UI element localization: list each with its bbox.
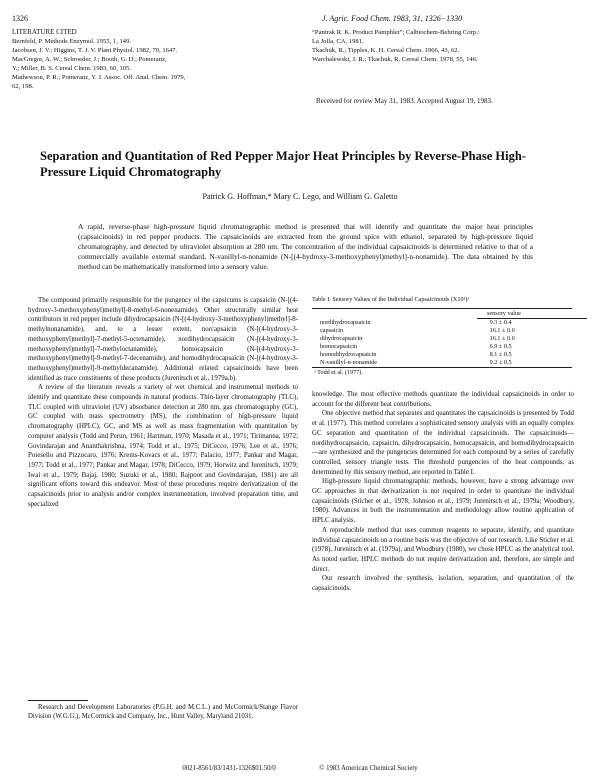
affiliation-footnote: Research and Development Laboratories (P.G.H. and M.C.L.) and McCormick/Stange Flavor Division (W.G.G.), McCormick and Company, Inc., Hunt Valley, Maryland 21031. xyxy=(28,704,298,720)
page-number: 1326 xyxy=(12,14,28,23)
reference: Jacobsen, J. V.; Higgins, T. J. V. Plant Physiol. 1982, 70, 1647. xyxy=(12,47,178,54)
table-body xyxy=(312,319,572,367)
reference: Warchalewski, J. R.; Tkachuk, R. Cereal Chem. 1978, 55, 146. xyxy=(312,56,478,63)
table-row xyxy=(312,335,572,343)
table-cell: 16.1 ± 0.6 xyxy=(489,327,515,334)
body-right-column xyxy=(312,390,574,594)
table-cell: 8.1 ± 0.5 xyxy=(489,351,512,358)
table-cell: 6.9 ± 0.5 xyxy=(489,343,512,350)
footer-copyright: © 1983 American Chemical Society xyxy=(319,765,418,772)
article-abstract: A rapid, reverse-phase high-pressure liquid chromatographic method is presented that will identify and quantitate the major heat principles (capsaicinoids) in red pepper products. The capsaicinoids are extracted from the ground spice with ethanol, separated by high-pressure liquid chromatography, and detected by ultraviolet absorption at 280 nm. The concentration of the individual capsaicinoids is determined relative to that of a commercially available external standard, N-vanillyl-n-nonamide (N-[(4-hydroxy-3-methoxyphenyl)methyl]-n-nonamide). The data obtained by this method can be mathematically transformed into a sensory value. xyxy=(78,222,533,271)
literature-cited-right xyxy=(312,28,592,64)
paragraph: One objective method that separates and quantitates the capsaicinoids is presented by Todd et al. (1977). This method correlates a sophisticated sensory analysis with an equally complex GC separation and quantitation of the individual capsaicinoids. The capsaicinoids—nordihydrocapsaicin, capsaicin, dihydrocapsaicin, homocapsaicin, and homodihydrocapsaicin—are synthesized and the pungencies determined for each compound by a series of carefully controlled, sensory triangle tests. The threshold pungencies of the heat compounds, as determined by this sensory method, are reported in Table I. xyxy=(312,410,574,476)
table-cell: 9.2 ± 0.5 xyxy=(489,359,512,366)
table-column-header: sensory value xyxy=(487,310,521,317)
paragraph: Our research involved the synthesis, isolation, separation, and quantitation of the capsaicinoids. xyxy=(312,575,574,593)
paragraph: knowledge. The most effective methods quantitate the individual capsaicinoids in order to account for the different heat contributions. xyxy=(312,391,574,408)
table-row xyxy=(312,351,572,359)
literature-cited-left xyxy=(12,28,302,91)
article-title: Separation and Quantitation of Red Pepper Major Heat Principles by Reverse-Phase High-Pressure Liquid Chromatography xyxy=(40,149,526,179)
table-row xyxy=(312,319,572,327)
received-date: Received for review May 31, 1983. Accepted August 19, 1983. xyxy=(316,97,493,105)
page-footer xyxy=(0,765,600,772)
footnote-rule xyxy=(28,700,88,701)
reference: Bernfeld, P. Methods Enzymol. 1955, 1, 149. xyxy=(12,38,132,45)
journal-citation: J. Agric. Food Chem. 1983, 31, 1326−1330 xyxy=(322,14,463,23)
paragraph: A reproducible method that uses common reagents to separate, identify, and quantitate individual capsaicinoids on a routine basis was the objective of our research. Like Sticher et al. (1978), Jurenitsch et al. (1979a), and Woodbury (1980), we chose HPLC as the analytical tool. As noted earlier, HPLC methods do not require derivatization and, therefore, are simple and direct. xyxy=(312,526,574,573)
table-row xyxy=(312,327,572,335)
table-cell: nordihydrocapsaicin xyxy=(320,319,371,326)
table-cell: 16.1 ± 0.6 xyxy=(489,335,515,342)
paragraph: The compound primarily responsible for the pungency of the capsicums is capsaicin (N-[(4-hydroxy-3-methoxyphenyl)methyl]-8-methyl-6-nonenamide). Other structurally similar heat contributors in red pepper include dihydrocapsaicin (N-[(4-hydroxy-3-methoxyphenyl)methyl]-8-methylnonanamide), and, to a lesser extent, norcapsaicin (N-[(4-hydroxy-3-methoxyphenyl)methyl]-7-methyl-5-octenamide), nordihydrocapsaicin (N-[(4-hydroxy-3-methoxyphenyl)methyl]-7-methyloctanamide), homocapsaicin (N-[(4-hydroxy-3-methoxyphenyl)methyl]-9-methyl-7-decenamide), and homodihydrocapsaicin (N-[(4-hydroxy-3-methoxyphenyl)methyl]-9-methyldecanamide). Additional related capsaicinoids have been identified as trace constituents of these products (Jurenitsch et al., 1979a,b). xyxy=(28,297,298,382)
table-row xyxy=(312,359,572,367)
table-cell: dihydrocapsaicin xyxy=(320,335,363,342)
reference: Tkachuk, R.; Tipples, K. H. Cereal Chem. 1966, 43, 62. xyxy=(312,47,460,54)
table-footnote: ᵃ Todd et al. (1977). xyxy=(314,369,363,376)
table-row xyxy=(312,343,572,351)
reference: MacGregor, A. W.; Schroeder, J.; Booth, G. D.; Pomeranz, xyxy=(12,56,167,63)
table-cell: capsaicin xyxy=(320,327,344,334)
body-left-column xyxy=(28,296,298,509)
paragraph: A review of the literature reveals a variety of wet chemical and instrumental methods to identify and quantitate these compounds in natural products. Thin-layer chromatography (TLC), TLC coupled with ultraviolet (UV) absorbance detection at 280 nm, gas chromatography (GC), GC coupled with mass spectrometry (MS), the combination of high-pressure liquid chromatography (HPLC), GC, and MS as well as mass fragmentation with quantitation by computer analysis (Todd and Perun, 1961; Hartman, 1970; Masada et al., 1971; Tirimanna, 1972; Govindarajan and Ananthakrishna, 1974; Todd et al., 1975; DiCecco, 1976; Lee et al., 1976; Poiesello and Pizzocaro, 1976; Krems-Kovacs et al., 1977; Palacio, 1977; Pankar and Magar, 1977; Todd et al., 1977; Pankar and Magar, 1978; DiCecco, 1979; Horwitz and Jurenitsch, 1979; Iwai et al., 1979; Bajaj, 1980; Suzuki et al., 1980; Rajpoot and Govindarajan, 1981) are all significant efforts toward this endeavor. Most of these procedures require derivatization of the capsaicinoids prior to analysis and/or complex instrumentation, involved preparation time, and specialized xyxy=(28,384,298,508)
table-title: Table I. Sensory Values of the Individual Capsaicinoids (X10³)ᵃ xyxy=(312,296,470,303)
reference: Y.; Miller, B. S. Cereal Chem. 1983, 60, 105. xyxy=(12,65,132,72)
table-cell: homodihydrocapsaicin xyxy=(320,351,377,358)
reference: Mathewson, P. R.; Pomeranz, Y. J. Assoc. Off. Anal. Chem. 1979, xyxy=(12,74,186,81)
table-cell: homocapsaicin xyxy=(320,343,358,350)
table-cell: N-vanillyl-n-nonamide xyxy=(320,359,378,366)
reference: La Jolla, CA, 1981. xyxy=(312,38,364,45)
table-1 xyxy=(312,296,572,377)
reference: “Pantrak R. K. Product Pamphlet”; Calbiochem-Behring Corp.: xyxy=(312,29,480,36)
article-authors: Patrick G. Hoffman,* Mary C. Lego, and William G. Galetto xyxy=(202,192,398,201)
reference: 62, 198. xyxy=(12,83,34,90)
footer-code: 0021-8561/83/1431-1326$01.50/0 xyxy=(182,765,276,772)
table-cell: 9.3 ± 0.4 xyxy=(489,319,512,326)
paragraph: High-pressure liquid chromatographic methods, however, have a strong advantage over GC approaches in that derivatization is not required in order to quantitate the individual capsaicinoids (Sticher et al., 1978; Johnson et al., 1979; Jurenitsch et al., 1979a; Woodbury, 1980). Advances in both the instrumentation and methodology allow routine application of HPLC analysis. xyxy=(312,478,574,525)
literature-heading: LITERATURE CITED xyxy=(12,28,77,36)
